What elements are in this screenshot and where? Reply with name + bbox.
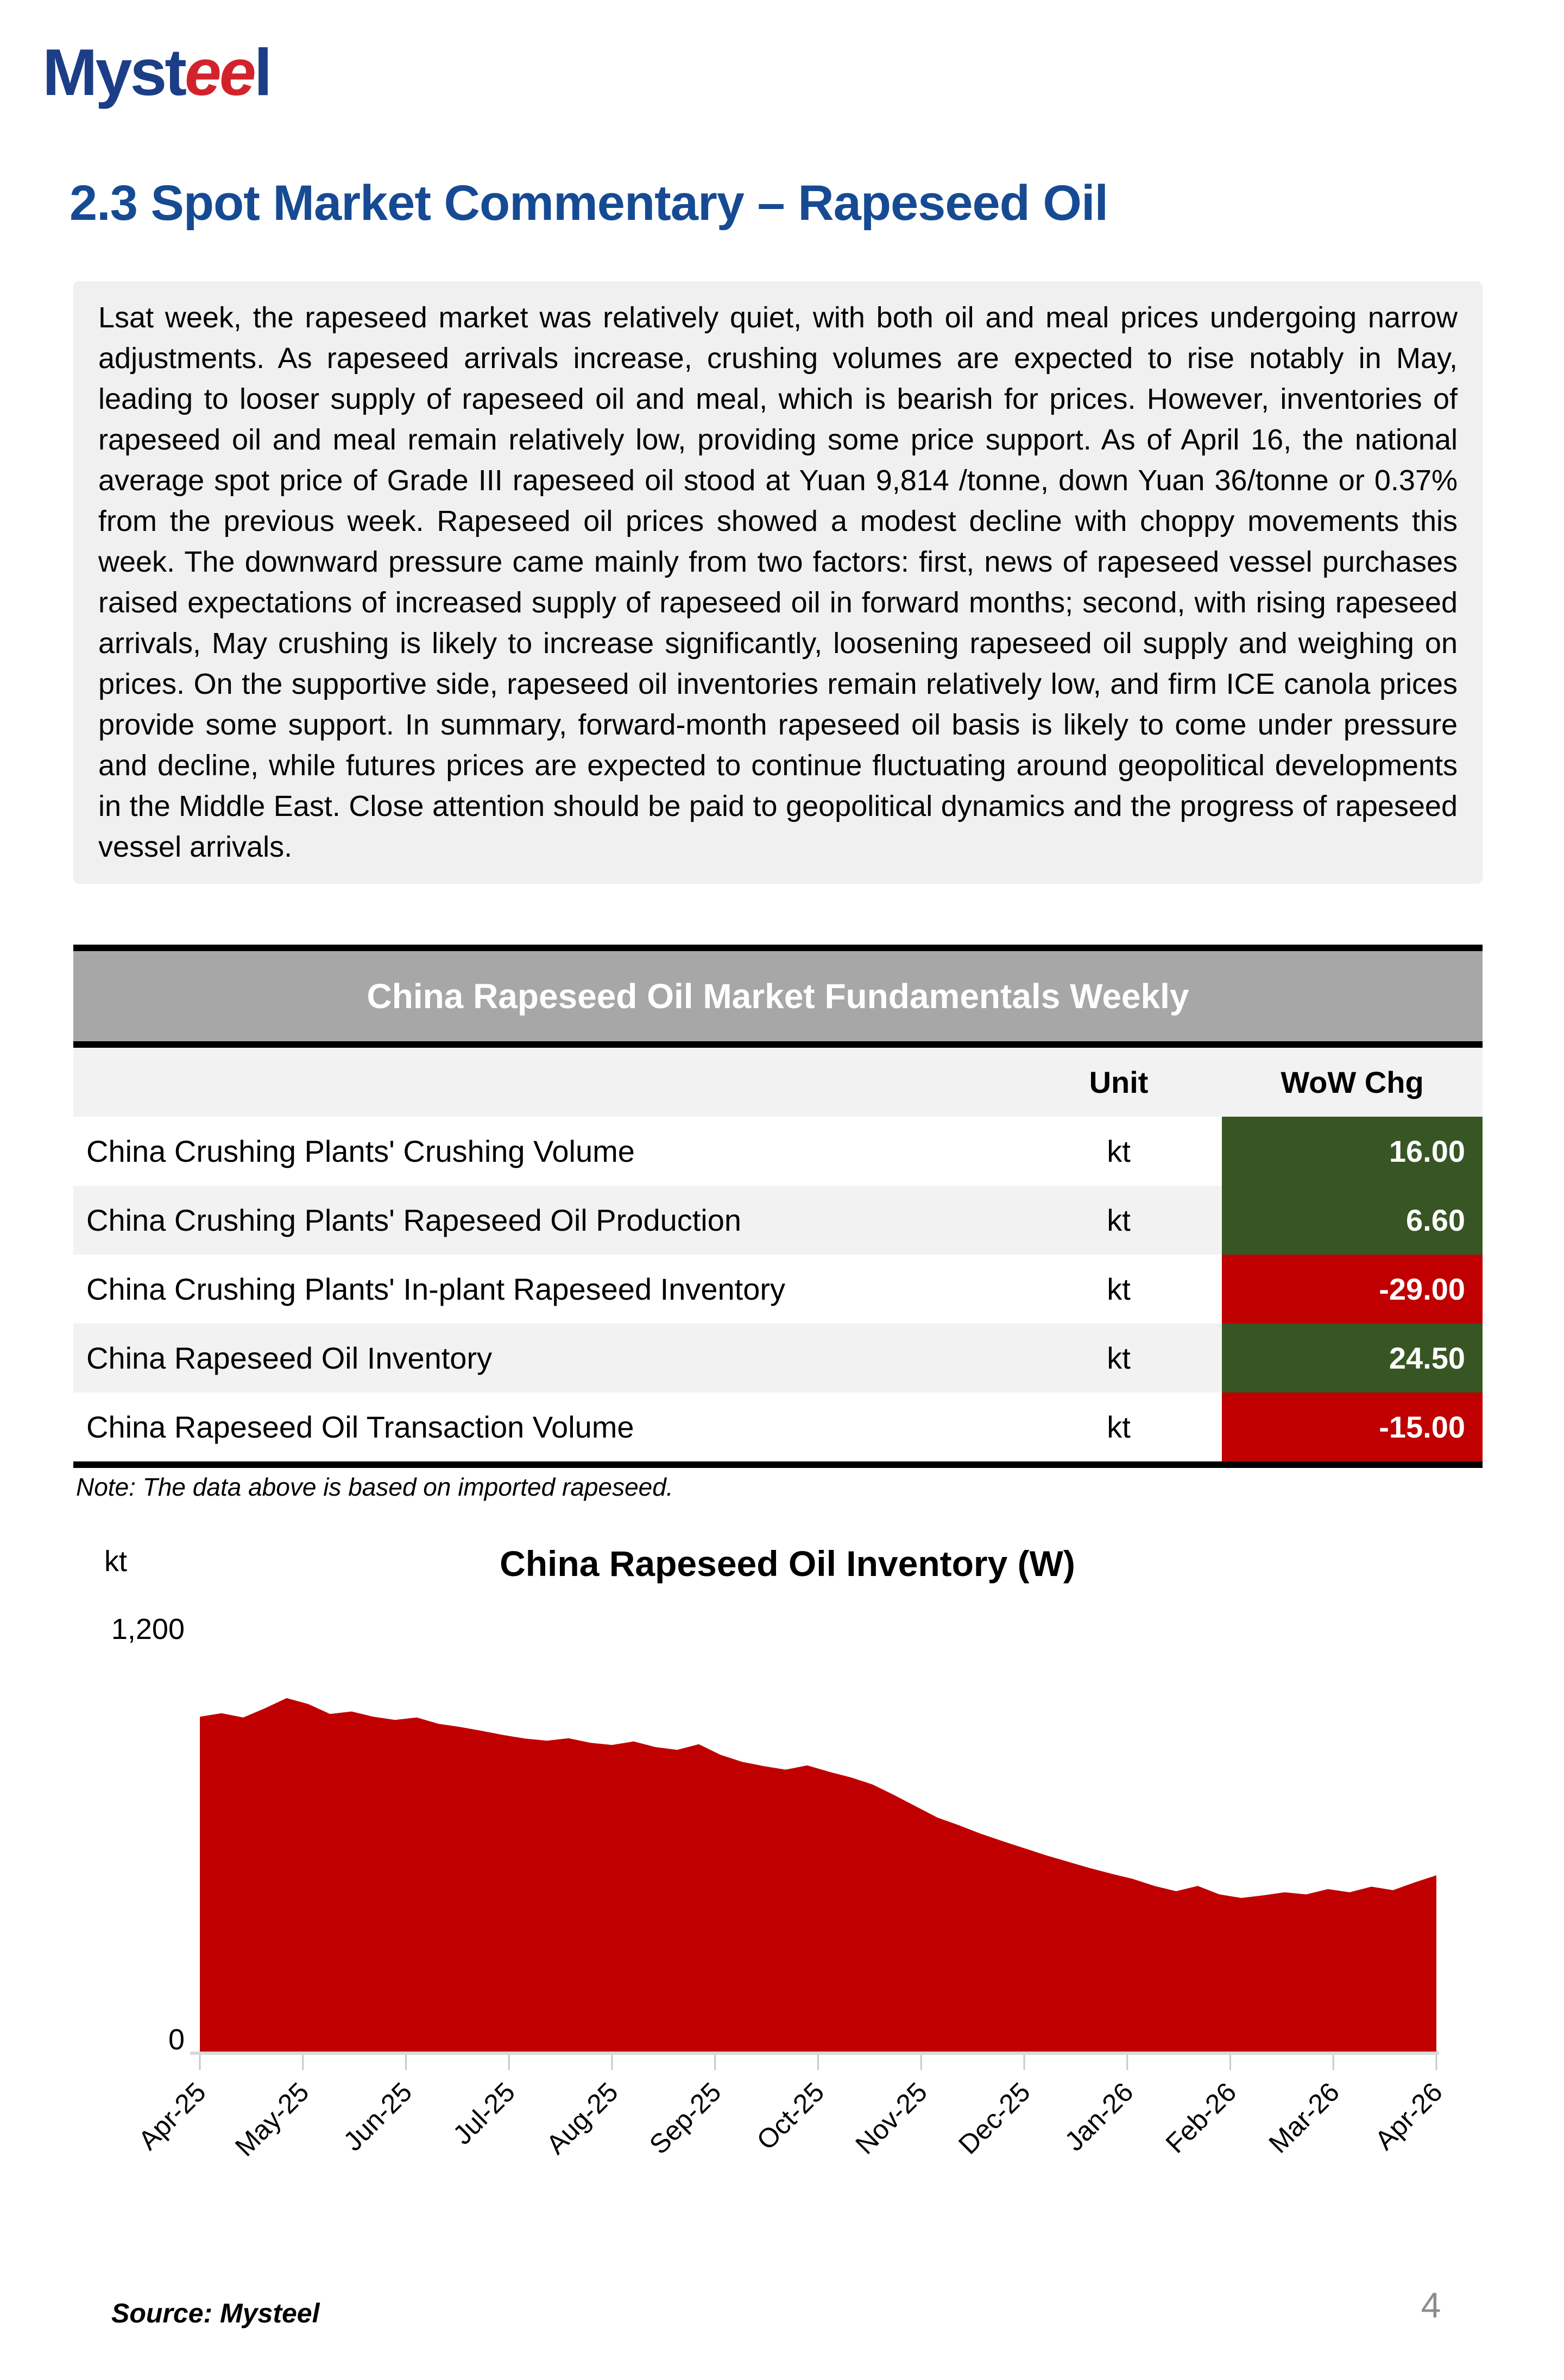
row-indicator: China Crushing Plants' Rapeseed Oil Production — [86, 1203, 742, 1237]
row-unit: kt — [1107, 1410, 1131, 1444]
table-row — [73, 1392, 1483, 1468]
table-row — [73, 1117, 1483, 1186]
row-wow-value: -29.00 — [1222, 1255, 1483, 1324]
table-header-row — [73, 1048, 1483, 1117]
svg-text:Feb-26: Feb-26 — [1159, 2077, 1243, 2159]
svg-text:Aug-25: Aug-25 — [540, 2077, 624, 2160]
row-indicator: China Crushing Plants' In-plant Rapeseed Inventory — [86, 1272, 785, 1306]
svg-text:Jul-25: Jul-25 — [447, 2077, 521, 2151]
chart-ytick-1200: 1,200 — [111, 1613, 185, 1645]
commentary-paragraph: Lsat week, the rapeseed market was relatively quiet, with both oil and meal prices undergoing narrow adjustments. As rapeseed arrivals increase, crushing volumes are expected to rise notably in May, leading to looser supply of rapeseed oil and meal, which is bearish for prices. However, inventories of rapeseed oil and meal remain relatively low, providing some price support. As of April 16, the national average spot price of Grade III rapeseed oil stood at Yuan 9,814 /tonne, down Yuan 36/tonne or 0.37% from the previous week. Rapeseed oil prices showed a modest decline with choppy movements this week. The downward pressure came mainly from two factors: first, news of rapeseed vessel purchases raised expectations of increased supply of rapeseed oil in forward months; second, with rising rapeseed arrivals, May crushing is likely to increase significantly, loosening rapeseed oil supply and weighing on prices. On the supportive side, rapeseed oil inventories remain relatively low, and firm ICE canola prices provide some support. In summary, forward-month rapeseed oil basis is likely to come under pressure and decline, while futures prices are expected to continue fluctuating around geopolitical developments in the Middle East. Close attention should be paid to geopolitical dynamics and the progress of rapeseed vessel arrivals. — [73, 281, 1483, 884]
svg-text:Oct-25: Oct-25 — [751, 2077, 830, 2156]
logo-text-blue-2: l — [254, 35, 270, 109]
row-wow-value: 24.50 — [1222, 1324, 1483, 1392]
row-unit: kt — [1107, 1341, 1131, 1375]
row-indicator: China Rapeseed Oil Transaction Volume — [86, 1410, 634, 1444]
svg-text:Mar-26: Mar-26 — [1263, 2077, 1346, 2159]
table-row — [73, 1255, 1483, 1324]
chart-y-axis-unit-label: kt — [104, 1545, 128, 1578]
header-wow-chg: WoW Chg — [1281, 1065, 1424, 1099]
row-wow-value: 6.60 — [1222, 1186, 1483, 1255]
table-note: Note: The data above is based on imported rapeseed. — [76, 1473, 673, 1501]
row-wow-value: -15.00 — [1222, 1392, 1483, 1461]
row-unit: kt — [1107, 1203, 1131, 1237]
svg-text:May-25: May-25 — [229, 2077, 315, 2162]
svg-text:Dec-25: Dec-25 — [953, 2077, 1036, 2160]
svg-text:Apr-25: Apr-25 — [133, 2077, 212, 2156]
fundamentals-table — [73, 945, 1483, 1468]
source-note: Source: Mysteel — [111, 2298, 320, 2328]
row-unit: kt — [1107, 1134, 1131, 1168]
page-number: 4 — [1421, 2285, 1441, 2325]
table-row — [73, 1324, 1483, 1392]
table-row — [73, 1186, 1483, 1255]
table-title-bar: China Rapeseed Oil Market Fundamentals Weekly — [73, 945, 1483, 1048]
chart-ytick-0: 0 — [168, 2023, 185, 2056]
svg-text:Jan-26: Jan-26 — [1058, 2077, 1139, 2157]
svg-text:Apr-26: Apr-26 — [1369, 2077, 1448, 2156]
svg-text:Sep-25: Sep-25 — [643, 2077, 727, 2160]
row-unit: kt — [1107, 1272, 1131, 1306]
svg-text:Nov-25: Nov-25 — [849, 2077, 934, 2160]
logo-text-red: ee — [184, 35, 254, 109]
page-title: 2.3 Spot Market Commentary – Rapeseed Oil — [70, 175, 1108, 231]
header-unit: Unit — [1089, 1065, 1149, 1099]
row-indicator: China Crushing Plants' Crushing Volume — [86, 1134, 635, 1168]
svg-text:Jun-25: Jun-25 — [337, 2077, 418, 2157]
row-indicator: China Rapeseed Oil Inventory — [86, 1341, 493, 1375]
logo-text-blue-1: Myst — [42, 35, 185, 109]
chart-title: China Rapeseed Oil Inventory (W) — [500, 1543, 1075, 1584]
mysteel-logo — [42, 36, 270, 109]
row-wow-value: 16.00 — [1222, 1117, 1483, 1186]
